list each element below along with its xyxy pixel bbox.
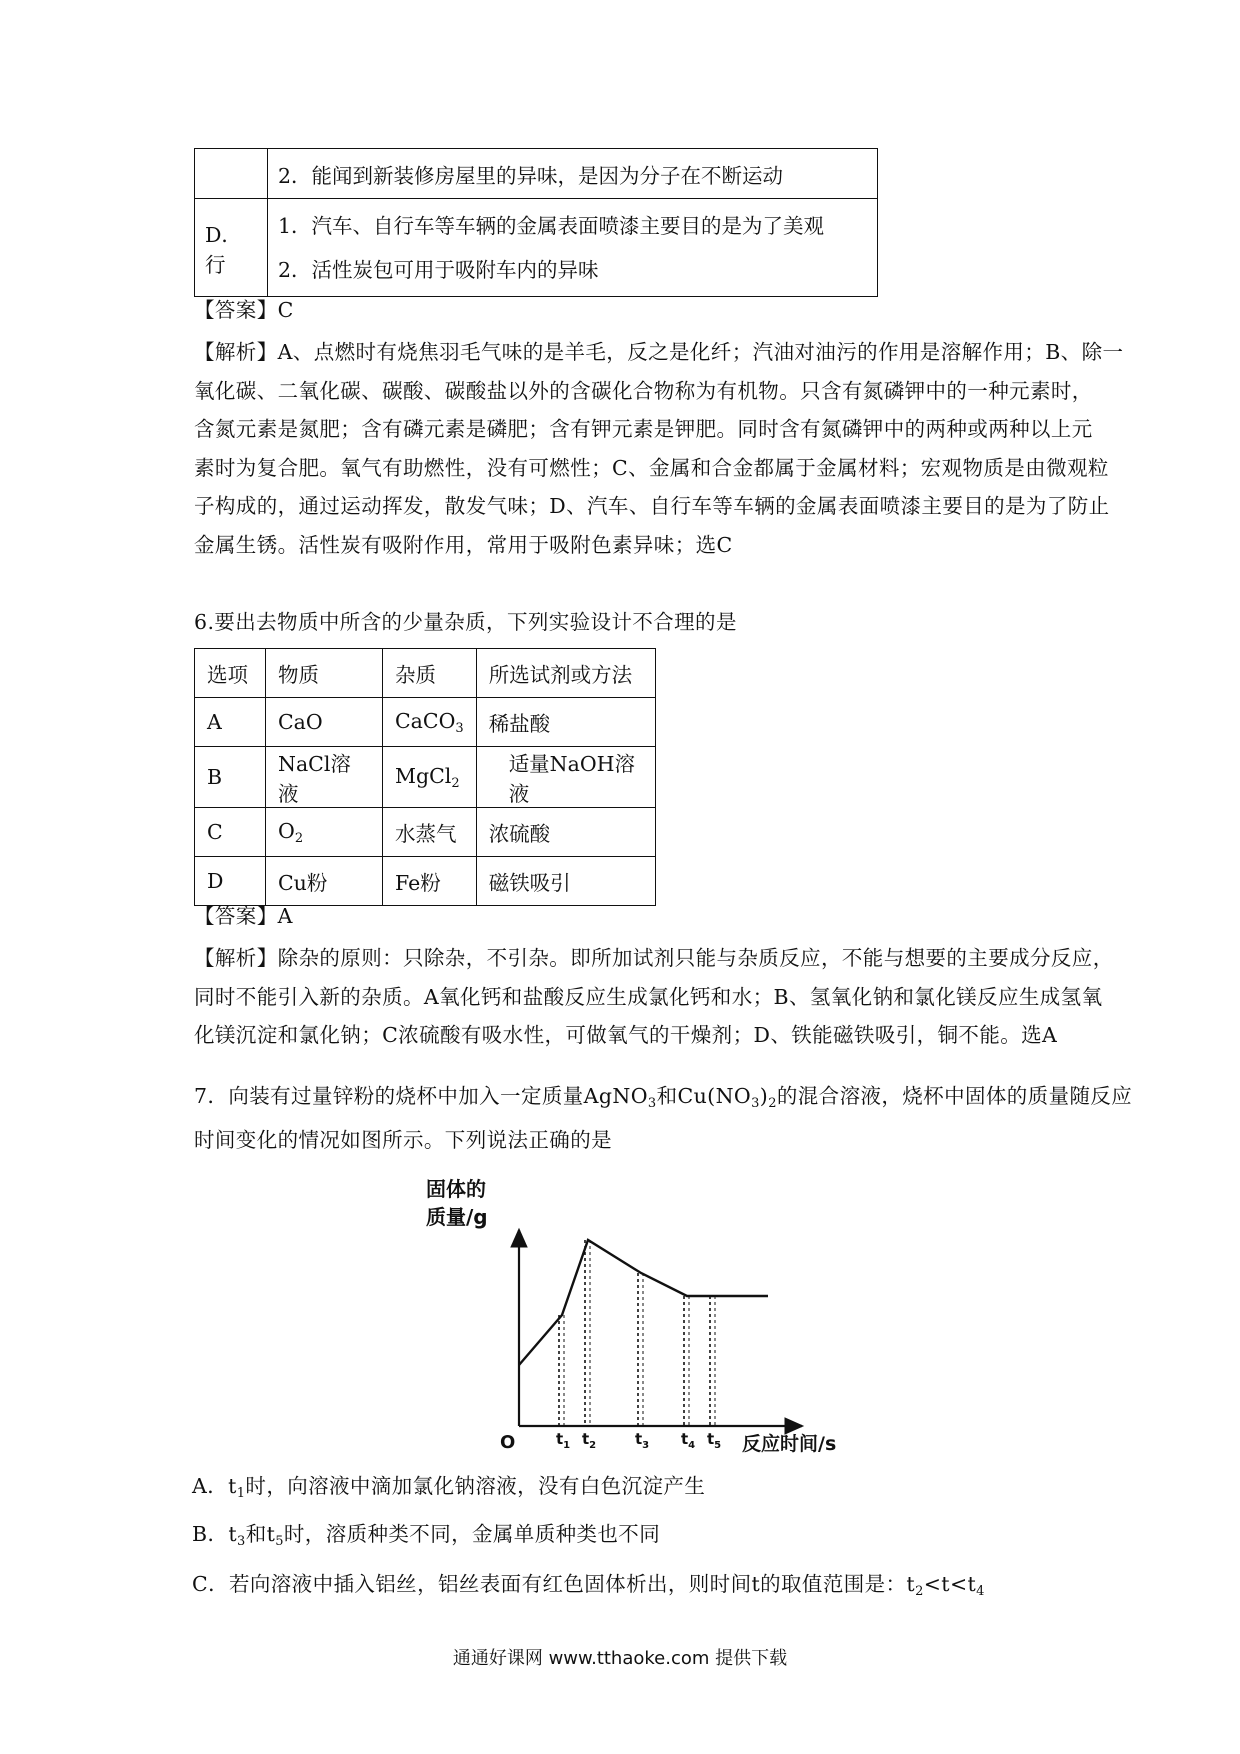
y-axis-label-1: 固体的	[426, 1177, 486, 1201]
table-continuation	[194, 148, 878, 297]
x-tick-label: $t_5$	[707, 1430, 722, 1451]
y-axis-label-2: 质量/g	[426, 1205, 488, 1229]
subscript: 3	[237, 1534, 246, 1549]
formula: CaCO	[395, 708, 456, 733]
analysis-line: 【解析】A、点燃时有烧焦羽毛气味的是羊毛，反之是化纤；汽油对油污的作用是溶解作用；B、除一	[194, 340, 1124, 364]
option-text: <t<t	[923, 1572, 977, 1596]
table-cell-item: 2．能闻到新装修房屋里的异味，是因为分子在不断运动	[268, 149, 878, 199]
question-7-line2: 时间变化的情况如图所示。下列说法正确的是	[194, 1128, 612, 1152]
table-cell: 磁铁吸引	[476, 857, 655, 906]
x-tick-label: $t_1$	[556, 1430, 571, 1451]
analysis-line: 同时不能引入新的杂质。A氧化钙和盐酸反应生成氯化钙和水；B、氢氧化钠和氯化镁反应生成氢氧	[194, 984, 1103, 1009]
q7-text: 的混合溶液，烧杯中固体的质量随反应	[776, 1084, 1133, 1108]
table-cell: 浓硫酸	[476, 808, 655, 857]
subscript: 2	[915, 1584, 924, 1599]
option-text: A．t	[192, 1474, 237, 1498]
table-row	[195, 747, 656, 808]
analysis-line: 【解析】除杂的原则：只除杂，不引杂。即所加试剂只能与杂质反应，不能与想要的主要成分反应，	[194, 946, 1114, 970]
table-cell: C	[195, 808, 266, 857]
analysis-line: 金属生锈。活性炭有吸附作用，常用于吸附色素异味；选C	[194, 532, 733, 557]
table-cell: A	[195, 698, 266, 747]
table-cell-item: 2．活性炭包可用于吸附车内的异味	[278, 257, 599, 282]
analysis-line: 化镁沉淀和氯化钠；C浓硫酸有吸水性，可做氧气的干燥剂；D、铁能磁铁吸引，铜不能。选A	[194, 1023, 1058, 1047]
analysis-line: 子构成的，通过运动挥发，散发气味；D、汽车、自行车等车辆的金属表面喷漆主要目的是为了防止	[194, 494, 1110, 518]
option-text: 时，向溶液中滴加氯化钠溶液，没有白色沉淀产生	[245, 1474, 706, 1498]
table-cell-label	[195, 149, 268, 199]
q7-text: 7．向装有过量锌粉的烧杯中加入一定质量AgNO	[194, 1084, 648, 1108]
table-cell: D	[195, 857, 266, 906]
q7-text: )	[759, 1084, 769, 1108]
option-text: 和t	[245, 1522, 276, 1546]
question-6: 6.要出去物质中所含的少量杂质，下列实验设计不合理的是	[194, 610, 737, 634]
table-row	[195, 857, 656, 906]
table-header: 物质	[266, 649, 383, 698]
table-header: 杂质	[383, 649, 477, 698]
table-cell-items	[268, 199, 878, 297]
subscript: 2	[768, 1096, 777, 1111]
option-text: 时，溶质种类不同，金属单质种类也不同	[283, 1522, 661, 1546]
table-cell: NaCl溶液	[266, 747, 383, 808]
subscript: 3	[751, 1096, 760, 1111]
x-tick-labels	[556, 1430, 721, 1451]
subscript: 2	[451, 775, 460, 791]
option-text: C．若向溶液中插入铝丝，铝丝表面有红色固体析出，则时间t的取值范围是：t	[192, 1572, 916, 1596]
table-cell-label: D．行	[195, 199, 268, 297]
table-cell: 稀盐酸	[476, 698, 655, 747]
question-7-line1	[194, 1086, 1132, 1110]
dashed-guides	[559, 1240, 715, 1426]
table-cell: CaO	[266, 698, 383, 747]
impurity-table	[194, 648, 656, 906]
table-cell	[266, 808, 383, 857]
subscript: 4	[976, 1584, 985, 1599]
formula: MgCl	[395, 763, 452, 788]
x-tick-label: $t_4$	[681, 1430, 696, 1451]
table-row	[195, 808, 656, 857]
origin-label: O	[500, 1432, 516, 1453]
table-header: 所选试剂或方法	[476, 649, 655, 698]
x-tick-label: $t_3$	[635, 1430, 650, 1451]
table-cell: 水蒸气	[383, 808, 477, 857]
formula: O	[278, 818, 295, 843]
x-tick-label: $t_2$	[582, 1430, 597, 1451]
option-a	[192, 1476, 705, 1500]
subscript: 5	[275, 1534, 284, 1549]
subscript: 3	[647, 1096, 657, 1111]
table-header: 选项	[195, 649, 266, 698]
table-cell	[383, 698, 477, 747]
q7-text: 和Cu(NO	[656, 1084, 752, 1108]
subscript: 3	[455, 720, 464, 736]
x-axis-label: 反应时间/s	[742, 1433, 837, 1454]
analysis-6	[194, 948, 1114, 1064]
footer: 通通好课网 www.tthaoke.com 提供下载	[452, 1648, 788, 1669]
answer-6: 【答案】A	[194, 904, 293, 928]
table-cell: B	[195, 747, 266, 808]
analysis-line: 氧化碳、二氧化碳、碳酸、碳酸盐以外的含碳化合物称为有机物。只含有氮磷钾中的一种元素时，	[194, 378, 1093, 403]
table-cell	[383, 747, 477, 808]
table-cell: Cu粉	[266, 857, 383, 906]
option-c	[192, 1574, 985, 1598]
option-b	[192, 1524, 660, 1548]
analysis-line: 素时为复合肥。氧气有助燃性，没有可燃性；C、金属和合金都属于金属材料；宏观物质是由微观粒	[194, 455, 1109, 480]
table-row	[195, 698, 656, 747]
analysis-line: 含氮元素是氮肥；含有磷元素是磷肥；含有钾元素是钾肥。同时含有氮磷钾中的两种或两种以上元	[194, 417, 1093, 441]
table-cell: 适量NaOH溶液	[476, 747, 655, 808]
option-text: B．t	[192, 1522, 238, 1546]
answer-5: 【答案】C	[194, 298, 294, 322]
subscript: 1	[236, 1486, 246, 1501]
table-cell-item: 1．汽车、自行车等车辆的金属表面喷漆主要目的是为了美观	[278, 213, 825, 238]
mass-time-chart	[420, 1174, 840, 1454]
analysis-5	[194, 342, 1123, 573]
table-cell: Fe粉	[383, 857, 477, 906]
subscript: 2	[294, 830, 304, 846]
